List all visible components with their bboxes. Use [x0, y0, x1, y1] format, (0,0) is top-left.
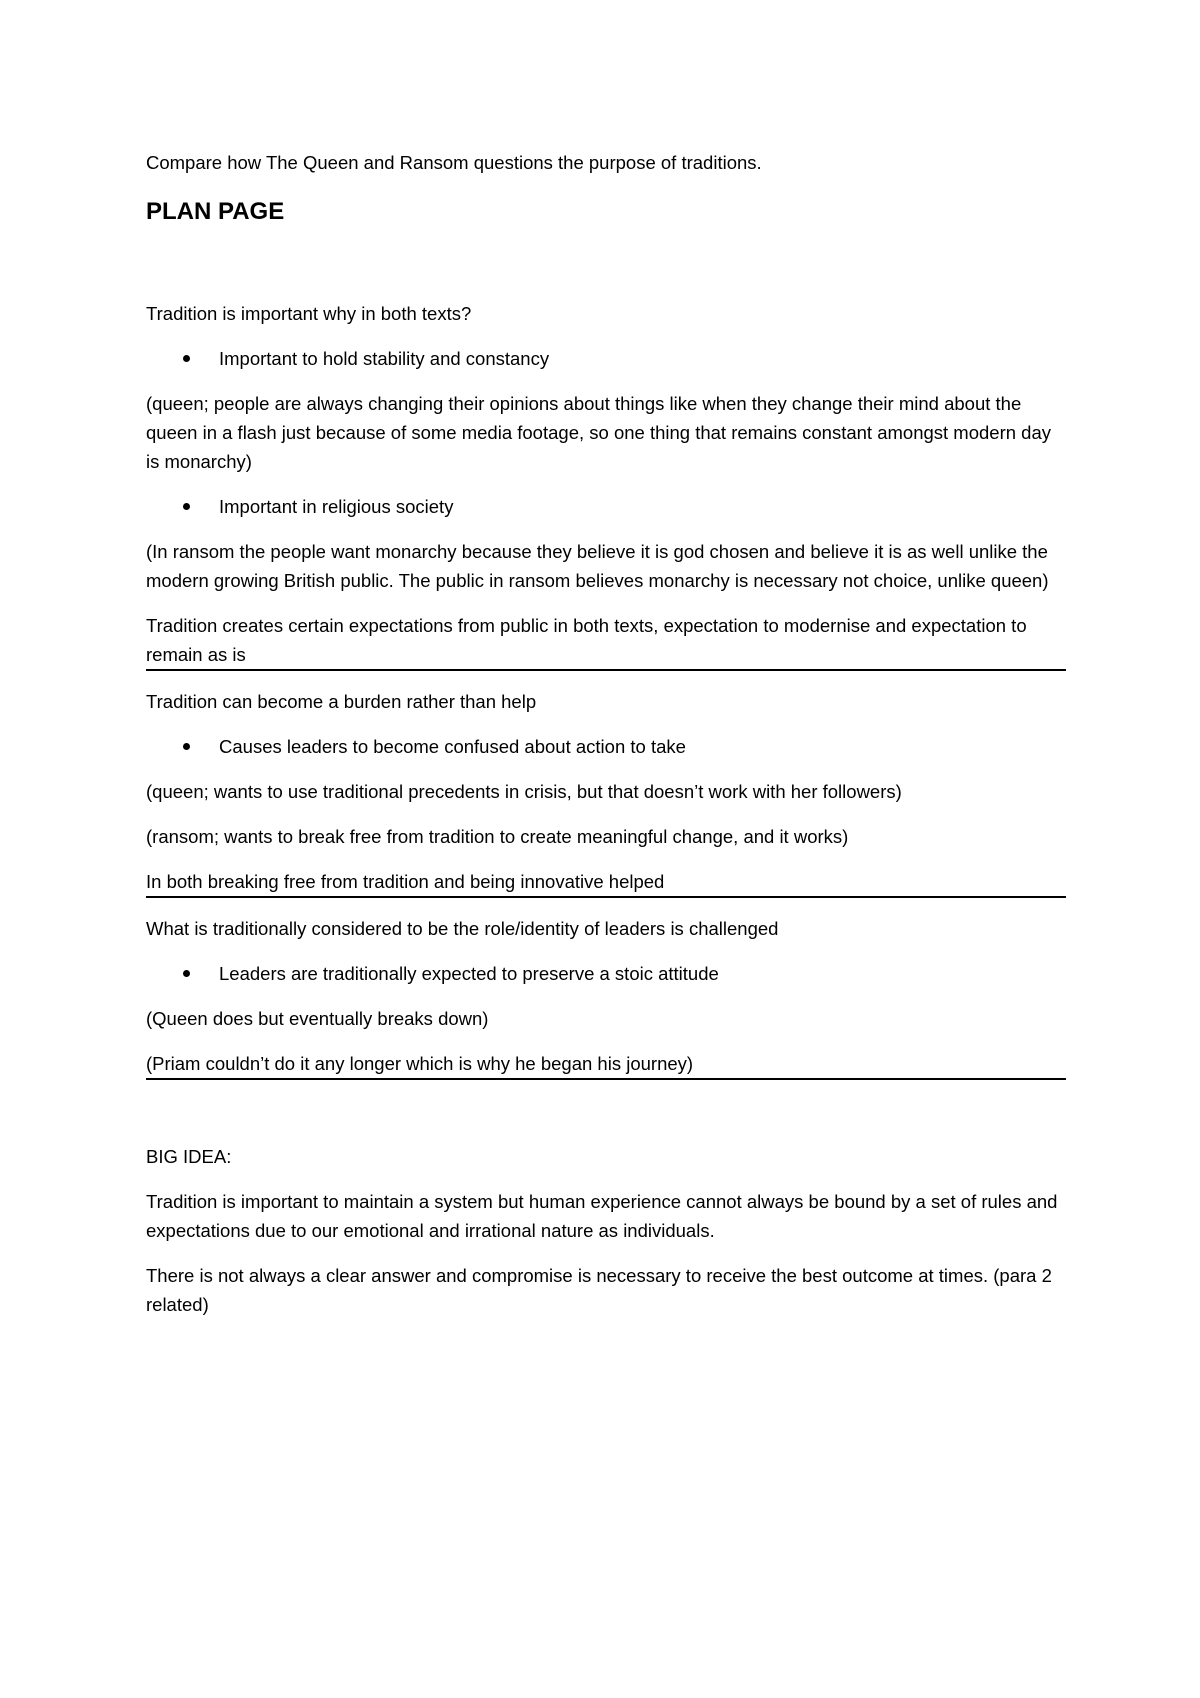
section-2-paragraph: (queen; wants to use traditional precedents in crisis, but that doesn’t work with her followers): [146, 781, 902, 802]
big-idea-paragraph: Tradition is important to maintain a system but human experience cannot always be bound by a set of rules and expectations due to our emotional and irrational nature as individuals.: [146, 1191, 1058, 1241]
section-1-heading: Tradition is important why in both texts?: [146, 303, 472, 324]
bullet-icon: [183, 743, 190, 750]
bullet-text: Causes leaders to become confused about action to take: [219, 736, 686, 757]
section-1-paragraph: (In ransom the people want monarchy because they believe it is god chosen and believe it is as well unlike the modern growing British public. The public in ransom believes monarchy is necessary not choice, unlike queen): [146, 541, 1049, 591]
bullet-icon: [183, 355, 190, 362]
big-idea-label: BIG IDEA:: [146, 1146, 232, 1167]
bullet-item: [146, 492, 1066, 521]
bullet-icon: [183, 503, 190, 510]
plan-title: PLAN PAGE: [146, 198, 285, 225]
bullet-text: Important to hold stability and constancy: [219, 348, 550, 369]
section-1-paragraph: (queen; people are always changing their opinions about things like when they change their mind about the queen in a flash just because of some media footage, so one thing that remains constant amongst modern day is monarchy): [146, 393, 1052, 472]
section-3-paragraph: (Queen does but eventually breaks down): [146, 1008, 489, 1029]
bullet-item: [146, 959, 1066, 988]
essay-question: Compare how The Queen and Ransom questions the purpose of traditions.: [146, 152, 762, 173]
section-2-heading: Tradition can become a burden rather than help: [146, 691, 537, 712]
section-3-conclusion: (Priam couldn’t do it any longer which is why he began his journey): [146, 1049, 1066, 1080]
section-3-heading: What is traditionally considered to be the role/identity of leaders is challenged: [146, 918, 779, 939]
section-1: [146, 299, 1066, 671]
big-idea-paragraph: There is not always a clear answer and compromise is necessary to receive the best outcome at times. (para 2 related): [146, 1265, 1052, 1315]
bullet-text: Important in religious society: [219, 496, 454, 517]
section-2-paragraph: (ransom; wants to break free from tradition to create meaningful change, and it works): [146, 826, 849, 847]
bullet-item: [146, 344, 1066, 373]
bullet-item: [146, 732, 1066, 761]
big-idea-section: [146, 1142, 1066, 1319]
bullet-text: Leaders are traditionally expected to preserve a stoic attitude: [219, 963, 719, 984]
section-2-conclusion: In both breaking free from tradition and being innovative helped: [146, 867, 1066, 898]
section-2: [146, 687, 1066, 898]
document-content: [146, 148, 1066, 1335]
section-1-conclusion: Tradition creates certain expectations from public in both texts, expectation to modernise and expectation to remain as is: [146, 611, 1066, 671]
section-3: [146, 914, 1066, 1080]
bullet-icon: [183, 970, 190, 977]
